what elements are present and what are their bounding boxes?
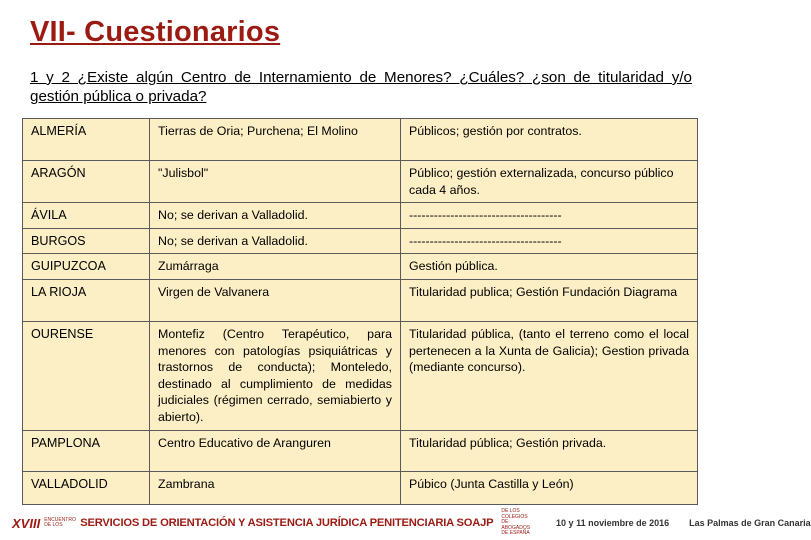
region-cell: BURGOS bbox=[23, 228, 150, 254]
centro-cell: Virgen de Valvanera bbox=[150, 279, 401, 321]
titularidad-cell: Titularidad pública, (tanto el terreno como el local pertenecen a la Xunta de Galicia); Gestion privada (mediante concurso). bbox=[401, 321, 698, 430]
titularidad-cell: ------------------------------------- bbox=[401, 203, 698, 229]
table-row bbox=[23, 430, 698, 471]
footer-edition: XVIII bbox=[12, 515, 41, 531]
region-cell: ÁVILA bbox=[23, 203, 150, 229]
region-cell: VALLADOLID bbox=[23, 471, 150, 504]
table-row bbox=[23, 254, 698, 280]
footer-event-name: SERVICIOS DE ORIENTACIÓN Y ASISTENCIA JURÍDICA PENITENCIARIA SOAJP bbox=[80, 517, 494, 529]
slide-title: VII- Cuestionarios bbox=[30, 16, 281, 48]
titularidad-cell: Titularidad pública; Gestión privada. bbox=[401, 430, 698, 471]
titularidad-cell: ------------------------------------- bbox=[401, 228, 698, 254]
centro-cell: No; se derivan a Valladolid. bbox=[150, 228, 401, 254]
footer-place: Las Palmas de Gran Canaria bbox=[689, 518, 811, 528]
titularidad-cell: Gestión pública. bbox=[401, 254, 698, 280]
table-row bbox=[23, 228, 698, 254]
region-cell: LA RIOJA bbox=[23, 279, 150, 321]
table-row bbox=[23, 321, 698, 430]
centro-cell: Tierras de Oria; Purchena; El Molino bbox=[150, 119, 401, 161]
table-row bbox=[23, 471, 698, 504]
footer-organizer: DE LOS COLEGIOS DE ABOGADOS DE ESPAÑA bbox=[501, 508, 531, 537]
region-cell: GUIPUZCOA bbox=[23, 254, 150, 280]
footer-edition-note: ENCUENTRO DE LOS bbox=[44, 516, 76, 528]
footer-banner bbox=[0, 506, 811, 540]
question-text: 1 y 2 ¿Existe algún Centro de Internamiento de Menores? ¿Cuáles? ¿son de titularidad y/o gestión pública o privada? bbox=[30, 69, 692, 105]
titularidad-cell: Titularidad publica; Gestión Fundación Diagrama bbox=[401, 279, 698, 321]
centro-cell: No; se derivan a Valladolid. bbox=[150, 203, 401, 229]
region-cell: OURENSE bbox=[23, 321, 150, 430]
centro-cell: "Julisbol" bbox=[150, 161, 401, 203]
centro-cell: Zambrana bbox=[150, 471, 401, 504]
region-cell: ARAGÓN bbox=[23, 161, 150, 203]
table-row bbox=[23, 203, 698, 229]
region-cell: ALMERÍA bbox=[23, 119, 150, 161]
footer-dates: 10 y 11 noviembre de 2016 bbox=[556, 518, 670, 528]
titularidad-cell: Públicos; gestión por contratos. bbox=[401, 119, 698, 161]
table-row bbox=[23, 119, 698, 161]
centro-cell: Zumárraga bbox=[150, 254, 401, 280]
centro-cell: Montefiz (Centro Terapéutico, para menores con patologías psiquiátricas y trastornos de conducta); Monteledo, destinado al cumplimiento de medidas judiciales (régimen cerrado, semiabierto y abierto). bbox=[150, 321, 401, 430]
centers-table bbox=[22, 118, 698, 505]
table-row bbox=[23, 161, 698, 203]
titularidad-cell: Púbico (Junta Castilla y León) bbox=[401, 471, 698, 504]
titularidad-cell: Público; gestión externalizada, concurso público cada 4 años. bbox=[401, 161, 698, 203]
centro-cell: Centro Educativo de Aranguren bbox=[150, 430, 401, 471]
table-row bbox=[23, 279, 698, 321]
region-cell: PAMPLONA bbox=[23, 430, 150, 471]
